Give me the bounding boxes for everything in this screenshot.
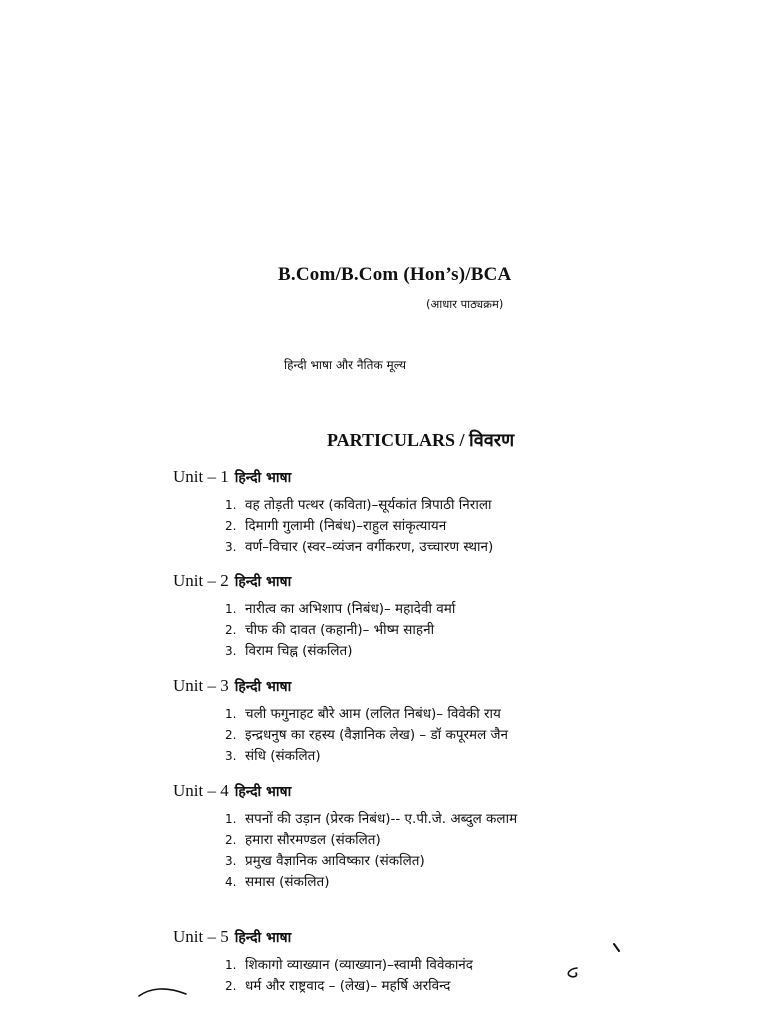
list-item xyxy=(225,830,733,851)
item-number: 3. xyxy=(225,540,237,554)
list-item xyxy=(225,725,733,746)
unit-item-list xyxy=(173,809,733,893)
item-text: हमारा सौरमण्डल (संकलित) xyxy=(245,832,381,848)
item-text: चीफ की दावत (कहानी)– भीष्म साहनी xyxy=(245,622,435,638)
list-item xyxy=(225,495,733,516)
unit-5 xyxy=(173,926,733,997)
unit-header xyxy=(173,675,733,697)
paper-title: हिन्दी भाषा और नैतिक मूल्य xyxy=(284,358,407,372)
item-number: 1. xyxy=(225,498,237,512)
list-item xyxy=(225,704,733,725)
unit-label: Unit – 1 xyxy=(173,467,229,486)
item-number: 2. xyxy=(225,833,237,847)
list-item xyxy=(225,955,733,976)
item-text: चली फगुनाहट बौरे आम (ललित निबंध)– विवेकी राय xyxy=(245,706,501,722)
list-item xyxy=(225,620,733,641)
list-item xyxy=(225,599,733,620)
list-item xyxy=(225,641,733,662)
item-text: धर्म और राष्ट्रवाद – (लेख)– महर्षि अरविन्द xyxy=(245,978,451,994)
course-title: B.Com/B.Com (Hon’s)/BCA xyxy=(278,264,512,285)
unit-label: Unit – 2 xyxy=(173,571,229,590)
unit-header xyxy=(173,570,733,592)
unit-label: Unit – 3 xyxy=(173,676,229,695)
course-subtitle: (आधार पाठ्यक्रम) xyxy=(426,297,504,311)
unit-subject: हिन्दी भाषा xyxy=(234,574,292,590)
unit-header xyxy=(173,780,733,802)
item-number: 2. xyxy=(225,519,237,533)
item-text: नारीत्व का अभिशाप (निबंध)– महादेवी वर्मा xyxy=(245,601,456,617)
item-number: 4. xyxy=(225,875,237,889)
pen-stroke-mark xyxy=(136,983,192,1001)
item-text: संधि (संकलित) xyxy=(245,748,321,764)
unit-header xyxy=(173,466,733,488)
unit-2 xyxy=(173,570,733,662)
item-text: इन्द्रधनुष का रहस्य (वैज्ञानिक लेख) – डॉ कपूरमल जैन xyxy=(245,727,509,743)
item-number: 1. xyxy=(225,602,237,616)
unit-header xyxy=(173,926,733,948)
unit-item-list xyxy=(173,955,733,997)
item-number: 1. xyxy=(225,958,237,972)
list-item xyxy=(225,809,733,830)
list-item xyxy=(225,976,733,997)
handwritten-mark xyxy=(560,964,582,984)
unit-subject: हिन्दी भाषा xyxy=(234,679,292,695)
item-number: 2. xyxy=(225,728,237,742)
unit-subject: हिन्दी भाषा xyxy=(234,470,292,486)
unit-item-list xyxy=(173,495,733,558)
item-number: 1. xyxy=(225,812,237,826)
unit-subject: हिन्दी भाषा xyxy=(234,784,292,800)
item-text: प्रमुख वैज्ञानिक आविष्कार (संकलित) xyxy=(245,853,425,869)
item-text: सपनों की उड़ान (प्रेरक निबंध)-- ए.पी.जे. अब्दुल कलाम xyxy=(245,811,518,827)
list-item xyxy=(225,851,733,872)
unit-1 xyxy=(173,466,733,558)
list-item xyxy=(225,516,733,537)
unit-3 xyxy=(173,675,733,767)
item-number: 2. xyxy=(225,623,237,637)
item-number: 3. xyxy=(225,749,237,763)
unit-4 xyxy=(173,780,733,893)
unit-subject: हिन्दी भाषा xyxy=(234,930,292,946)
item-text: वह तोड़ती पत्थर (कविता)–सूर्यकांत त्रिपाठी निराला xyxy=(245,497,492,513)
item-number: 3. xyxy=(225,854,237,868)
section-heading: PARTICULARS / विवरण xyxy=(327,430,515,450)
item-number: 1. xyxy=(225,707,237,721)
item-text: समास (संकलित) xyxy=(245,874,330,890)
list-item xyxy=(225,872,733,893)
item-text: विराम चिह्न (संकलित) xyxy=(245,643,353,659)
item-number: 3. xyxy=(225,644,237,658)
unit-item-list xyxy=(173,599,733,662)
item-number: 2. xyxy=(225,979,237,993)
item-text: दिमागी गुलामी (निबंध)–राहुल सांकृत्यायन xyxy=(245,518,447,534)
list-item xyxy=(225,537,733,558)
item-text: वर्ण–विचार (स्वर–व्यंजन वर्गीकरण, उच्चारण स्थान) xyxy=(245,539,494,555)
list-item xyxy=(225,746,733,767)
unit-label: Unit – 5 xyxy=(173,927,229,946)
unit-label: Unit – 4 xyxy=(173,781,229,800)
item-text: शिकागो व्याख्यान (व्याख्यान)–स्वामी विवेकानंद xyxy=(245,957,473,973)
stray-pen-mark xyxy=(612,942,622,954)
unit-item-list xyxy=(173,704,733,767)
